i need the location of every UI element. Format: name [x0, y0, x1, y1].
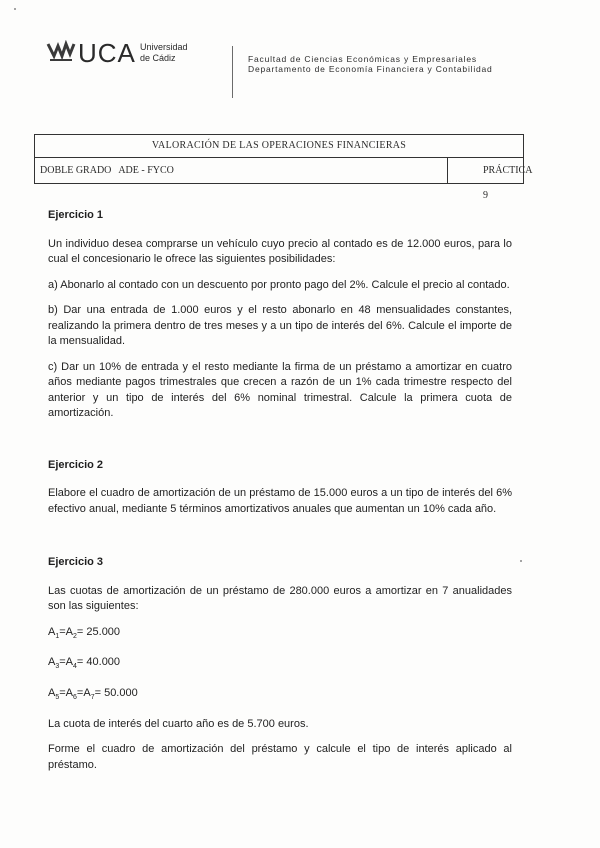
faculty-name: Facultad de Ciencias Económicas y Empresariales	[248, 54, 477, 64]
exercise-paragraph: b) Dar una entrada de 1.000 euros y el resto abonarlo en 48 mensualidades constantes, realizando la primera dentro de tres meses y a un tipo de interés del 6%. Calcule el importe de la mensualidad.	[48, 304, 512, 347]
exercise-3	[48, 555, 512, 773]
quota-line: $A_1=A_2= 25.000$	[48, 625, 121, 640]
exercise-paragraph: Elabore el cuadro de amortización de un préstamo de 15.000 euros a un tipo de interés del 6% efectivo anual, mediante 5 términos amortizativos anuales que aumentan un 10% cada año.	[48, 487, 512, 515]
logo-text: UCA	[78, 38, 136, 68]
exercise-paragraph: Forme el cuadro de amortización del préstamo y calcule el tipo de interés aplicado al préstamo.	[48, 743, 512, 771]
scan-speck	[520, 560, 522, 562]
header-divider	[232, 46, 233, 98]
exercise-title: Ejercicio 2	[48, 458, 104, 471]
course-title: VALORACIÓN DE LAS OPERACIONES FINANCIERAS	[35, 135, 523, 158]
exercise-paragraph: Las cuotas de amortización de un préstamo de 280.000 euros a amortizar en 7 anualidades son las siguientes:	[48, 584, 512, 612]
exercise-title: Ejercicio 3	[48, 556, 104, 568]
practice-label: PRÁCTICA 9	[483, 165, 532, 201]
department-name: Departamento de Economía Financiera y Contabilidad	[248, 64, 493, 74]
quota-line: $A_5=A_6=A_7= 50.000$	[48, 686, 138, 702]
university-name: Universidad de Cádiz	[140, 42, 188, 63]
degree-label: DOBLE GRADO ADE - FYCO	[40, 165, 174, 176]
exercise-paragraph: c) Dar un 10% de entrada y el resto mediante la firma de un préstamo a amortizar en cuatro años mediante pagos trimestrales que crecen a razón de un 1% cada trimestre respecto del anterior y un tipo de interés del 6% nominal trimestral. Calcule la primera cuota de amortización.	[48, 360, 512, 419]
exercise-1	[48, 208, 512, 422]
uca-emblem-icon	[46, 40, 76, 64]
exercise-paragraph: a) Abonarlo al contado con un descuento por pronto pago del 2%. Calcule el precio al contado.	[48, 278, 510, 291]
subtitle-divider	[447, 158, 448, 183]
quota-line: $A_3=A_4= 40.000$	[48, 656, 121, 671]
scan-speck	[14, 8, 16, 10]
exercise-content	[48, 208, 512, 809]
exercise-2	[48, 458, 512, 518]
exercise-paragraph: Un individuo desea comprarse un vehículo cuyo precio al contado es de 12.000 euros, para lo cual el concesionario le ofrece las siguientes posibilidades:	[48, 237, 512, 265]
exercise-note: La cuota de interés del cuarto año es de 5.700 euros.	[48, 717, 309, 730]
course-title-box	[34, 134, 532, 201]
course-subtitle-row	[35, 158, 532, 201]
uca-logo	[46, 38, 226, 72]
faculty-block	[248, 54, 493, 74]
exercise-title: Ejercicio 1	[48, 209, 104, 221]
